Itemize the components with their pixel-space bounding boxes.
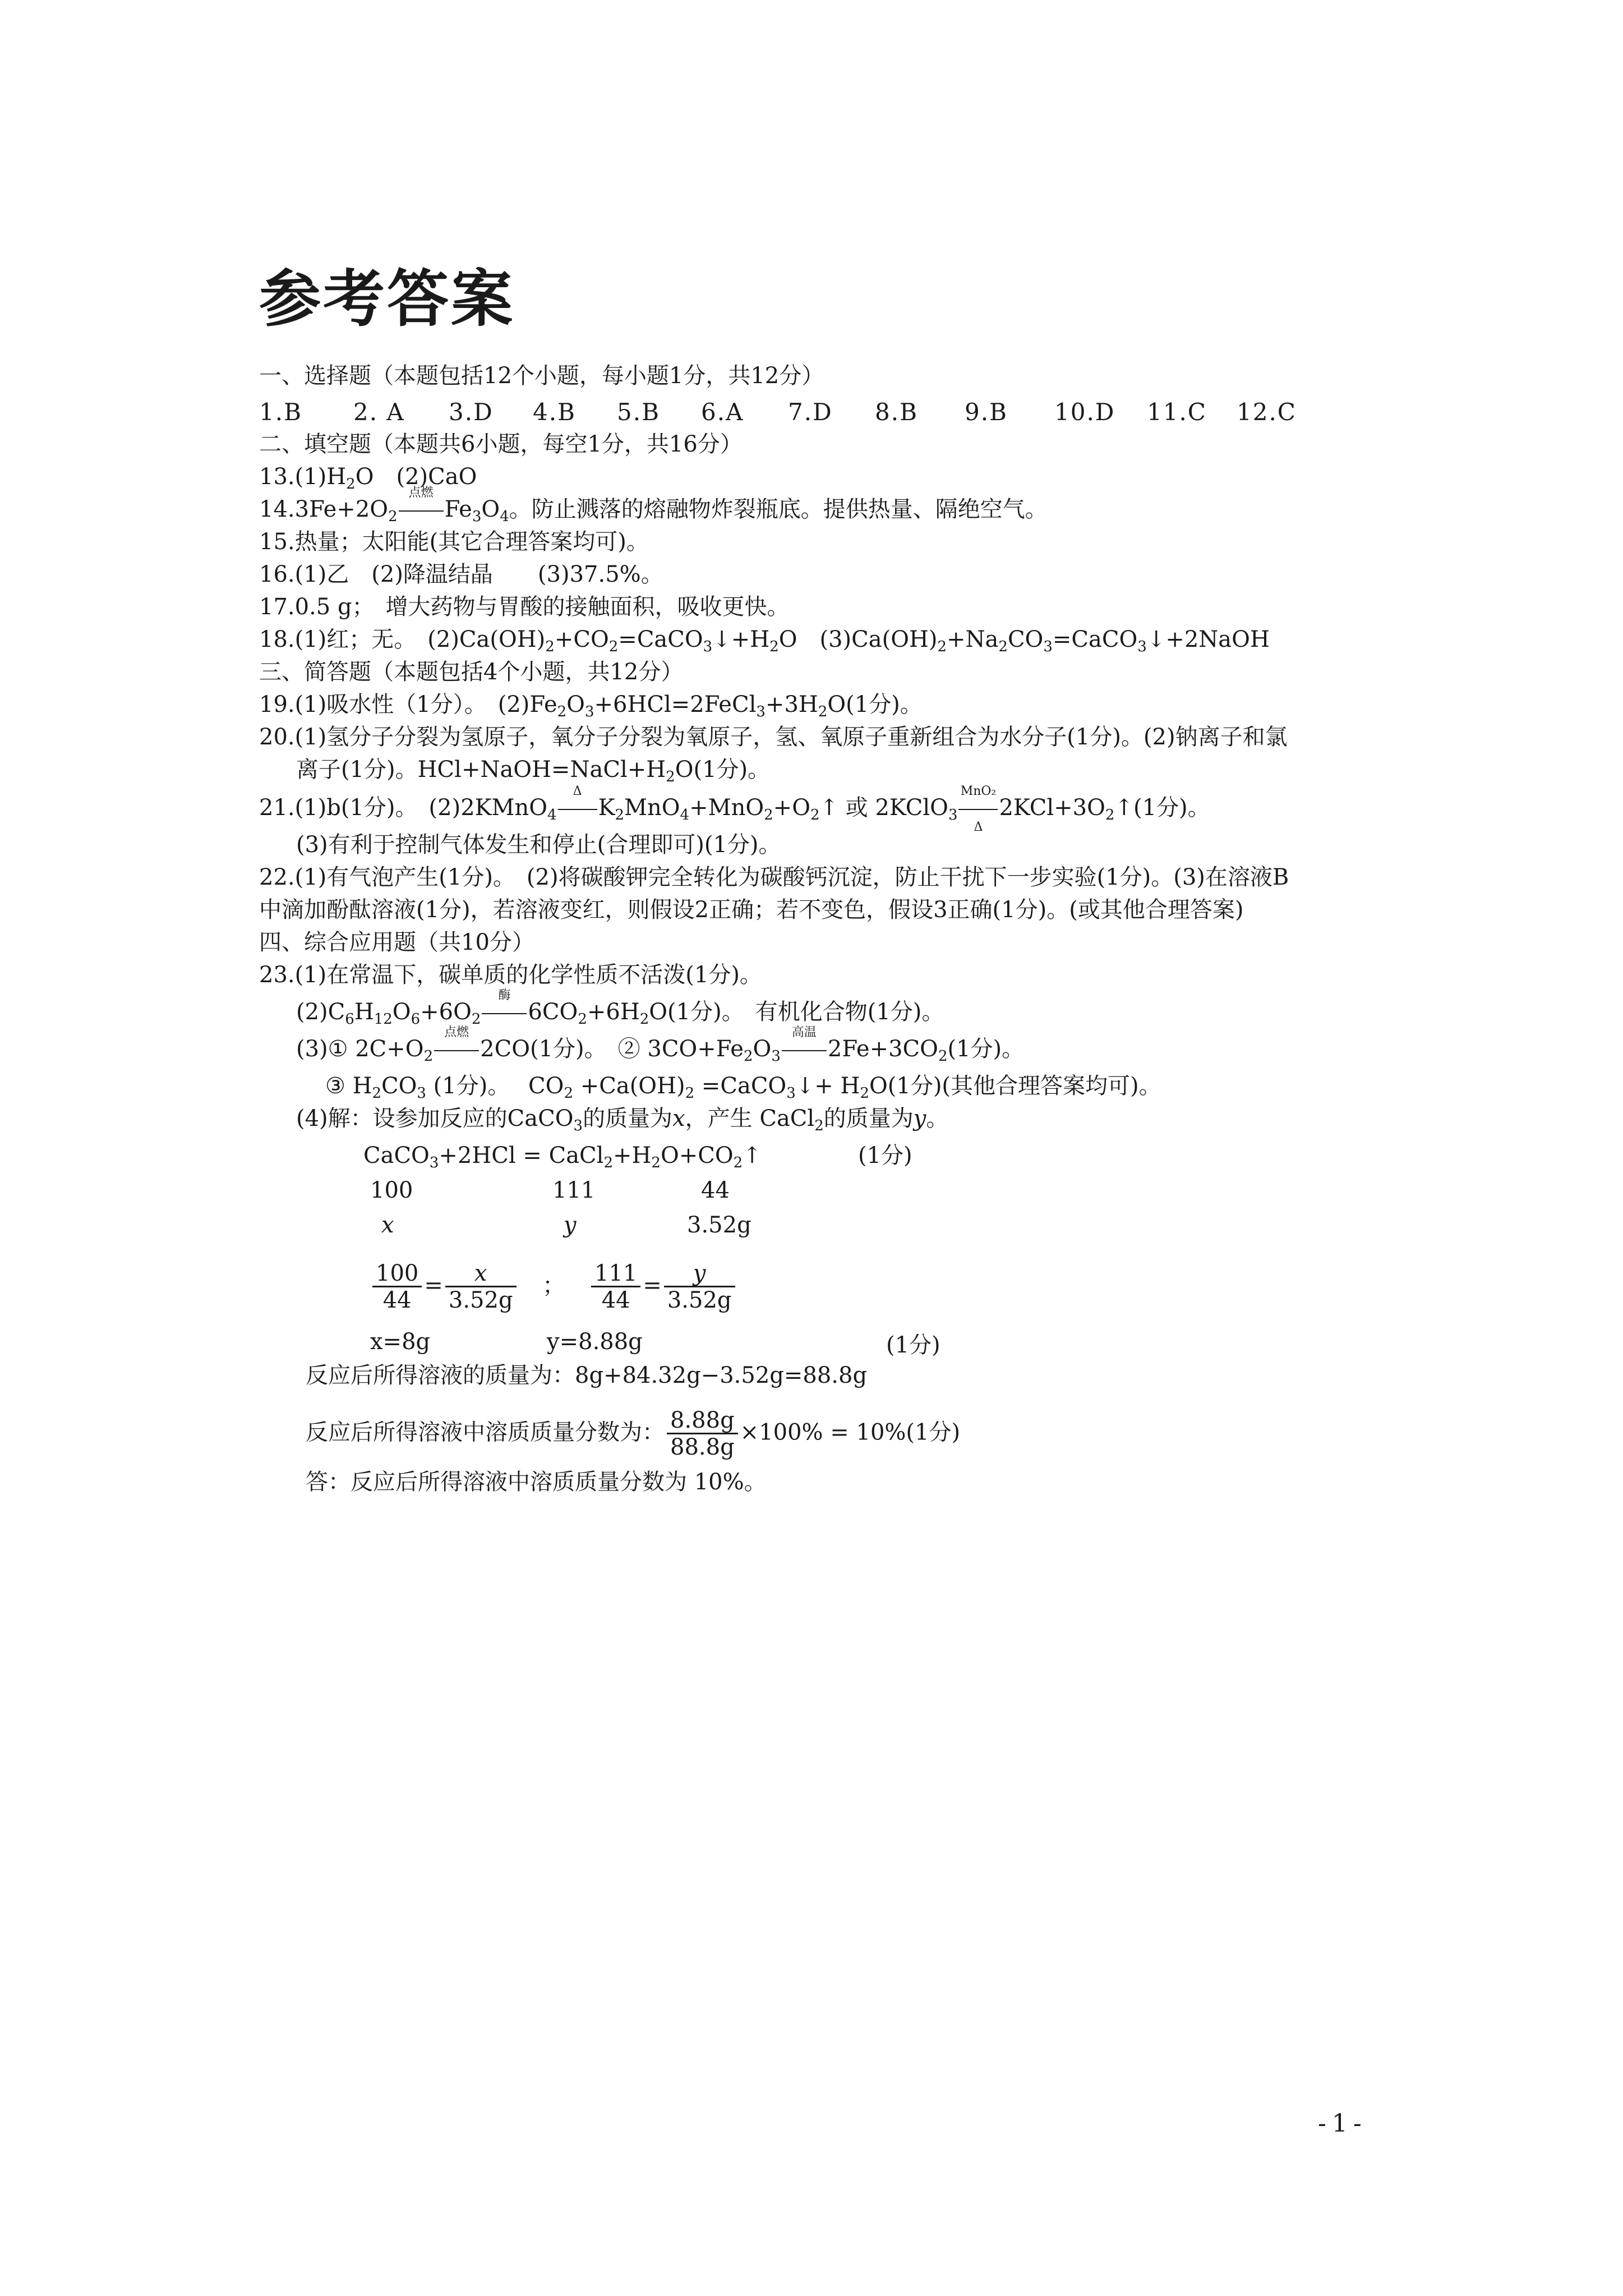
fraction: $\frac{x}{3.52g}$: [445, 1261, 517, 1313]
calc-ratio-100: 100: [370, 1177, 413, 1203]
fraction: $\frac{111}{44}$: [591, 1261, 640, 1313]
reaction-condition: 点燃: [434, 1037, 479, 1061]
mc-answer-11: 11.C: [1147, 398, 1207, 426]
calc-known-mass: 3.52g: [687, 1212, 751, 1238]
answer-20-line-1: 20.(1)氢分子分裂为氢原子，氧分子分裂为氧原子，氢、氧原子重新组合为水分子(1分)。(2)钠离子和氯: [259, 724, 1288, 750]
calc-equation: CaCO$_3$+2HCl = $CaCl_2+H_2O+CO_2↑$: [363, 1143, 762, 1171]
calc-y-result: y=8.88g: [547, 1329, 643, 1355]
mc-answer-2: 2. A: [353, 398, 405, 426]
answer-23-line-4: ③ $H_2CO_3$ (1分)。 $CO_2 +Ca(OH)_2$ =CaCO$_3$↓+ $H_2O(1$分)(其他合理答案均可)。: [325, 1073, 1161, 1102]
reaction-condition: 点燃: [399, 497, 444, 522]
reaction-condition: 高温: [782, 1037, 827, 1061]
answer-23-line-5: (4)解：设参加反应的CaCO$_3$的质量为x，产生 CaCl$_2$的质量为y。: [296, 1106, 949, 1134]
mc-answer-12: 12.C: [1237, 398, 1297, 426]
answer-19: 19.(1)吸水性（1分）。 $(2)Fe_2O_3+6HCl=2FeCl_3+3H_2O(1$分)。: [259, 692, 923, 720]
mc-answer-3: 3.D: [449, 398, 494, 426]
section-1-header: 一、选择题（本题包括12个小题，每小题1分，共12分）: [259, 363, 824, 389]
answer-21-line-2: (3)有利于控制气体发生和停止(合理即可)(1分)。: [296, 832, 781, 858]
reaction-condition: MnO₂ Δ: [958, 795, 998, 820]
fraction: $\frac{y}{3.52g}$: [664, 1261, 735, 1313]
answer-20-line-2: 离子(1分)。$HCl+NaOH=NaCl+H_2O(1$分)。: [296, 757, 771, 785]
calc-unknown-y: y: [564, 1212, 577, 1238]
calc-unknown-x: x: [381, 1212, 394, 1238]
answer-16: 16.(1)乙 (2)降温结晶 (3)37.5%。: [259, 562, 663, 587]
answer-21-line-1: 21.(1)b(1分)。 (2)2KMnO$_4$ Δ $K_2MnO_4+MnO_2+O_2↑$ 或 2KClO$_3$ MnO₂ Δ $2KCl+3O_2↑(1$分)。: [259, 784, 1210, 834]
mc-answer-5: 5.B: [617, 398, 660, 426]
mc-answer-7: 7.D: [788, 398, 833, 426]
calc-x-result: x=8g: [370, 1329, 431, 1355]
mc-answer-10: 10.D: [1054, 398, 1115, 426]
calc-proportions: $\frac{100}{44}$ = $\frac{x}{3.52g}$ ； $\frac{111}{44}$ = $\frac{y}{3.52g}$: [370, 1261, 737, 1313]
answer-14: $14.3Fe+2O_2$ 点燃 $Fe_3O_4$。防止溅落的熔融物炸裂瓶底。提供热量、隔绝空气。: [259, 486, 1048, 525]
answer-15: 15.热量；太阳能(其它合理答案均可)。: [259, 529, 649, 555]
reaction-condition: Δ: [558, 795, 597, 820]
section-3-header: 三、简答题（本题包括4个小题，共12分）: [259, 659, 684, 685]
answer-22-line-1: 22.(1)有气泡产生(1分)。 (2)将碳酸钾完全转化为碳酸钙沉淀，防止干扰下一步实验(1分)。(3)在溶液B: [259, 864, 1289, 890]
answer-18: 18.(1)红；无。 $(2)Ca(OH)_2+CO_2=CaCO_3↓+H_2O$ $(3)Ca(OH)_2+Na_2CO_3=CaCO_3↓+2NaOH$: [259, 627, 1270, 655]
section-4-header: 四、综合应用题（共10分）: [259, 930, 534, 955]
fraction: $\frac{100}{44}$: [372, 1261, 422, 1313]
fraction: $\frac{8.88g}{88.8g}$: [667, 1408, 738, 1460]
reaction-condition: 酶: [482, 1000, 527, 1024]
page-number: -1-: [1318, 2109, 1367, 2138]
calc-ratio-44: 44: [701, 1177, 730, 1203]
answer-17: 17.0.5 g； 增大药物与胃酸的接触面积，吸收更快。: [259, 594, 790, 620]
calc-point-1: (1分): [858, 1143, 912, 1168]
mc-answer-1: 1.B: [259, 398, 302, 426]
calc-solution-mass: 反应后所得溶液的质量为：8g+84.32g−3.52g=88.8g: [306, 1363, 868, 1388]
answer-22-line-2: 中滴加酚酞溶液(1分)，若溶液变红，则假设2正确；若不变色，假设3正确(1分)。(或其他合理答案): [259, 897, 1244, 923]
mc-answer-9: 9.B: [965, 398, 1008, 426]
mc-answer-4: 4.B: [533, 398, 576, 426]
final-answer: 答：反应后所得溶液中溶质质量分数为 10%。: [306, 1469, 767, 1495]
answer-23-line-3: (3)① $2C+O_2$ 点燃 2CO(1分)。 ② $3CO+Fe_2O_3$ 高温 $2Fe+3CO_2(1$分)。: [296, 1025, 1025, 1065]
calc-mass-fraction: 反应后所得溶液中溶质质量分数为： $\frac{8.88g}{88.8g}$ ×100% = 10%(1分): [306, 1407, 961, 1460]
calc-point-2: (1分): [886, 1332, 940, 1358]
mc-answer-8: 8.B: [875, 398, 918, 426]
answer-23-line-2: $(2)C_6H_{12}O_6+6O_2$ 酶 $6CO_2+6H_2O(1$分)。 有机化合物(1分)。: [296, 988, 944, 1028]
answer-23-line-1: 23.(1)在常温下，碳单质的化学性质不活泼(1分)。: [259, 962, 762, 988]
calc-ratio-111: 111: [552, 1177, 596, 1203]
mc-answer-6: 6.A: [701, 398, 744, 426]
section-2-header: 二、填空题（本题共6小题，每空1分，共16分）: [259, 431, 743, 457]
page-title: 参考答案: [259, 263, 515, 335]
answer-13: $13.(1)H_2O$ (2)CaO: [259, 464, 477, 493]
